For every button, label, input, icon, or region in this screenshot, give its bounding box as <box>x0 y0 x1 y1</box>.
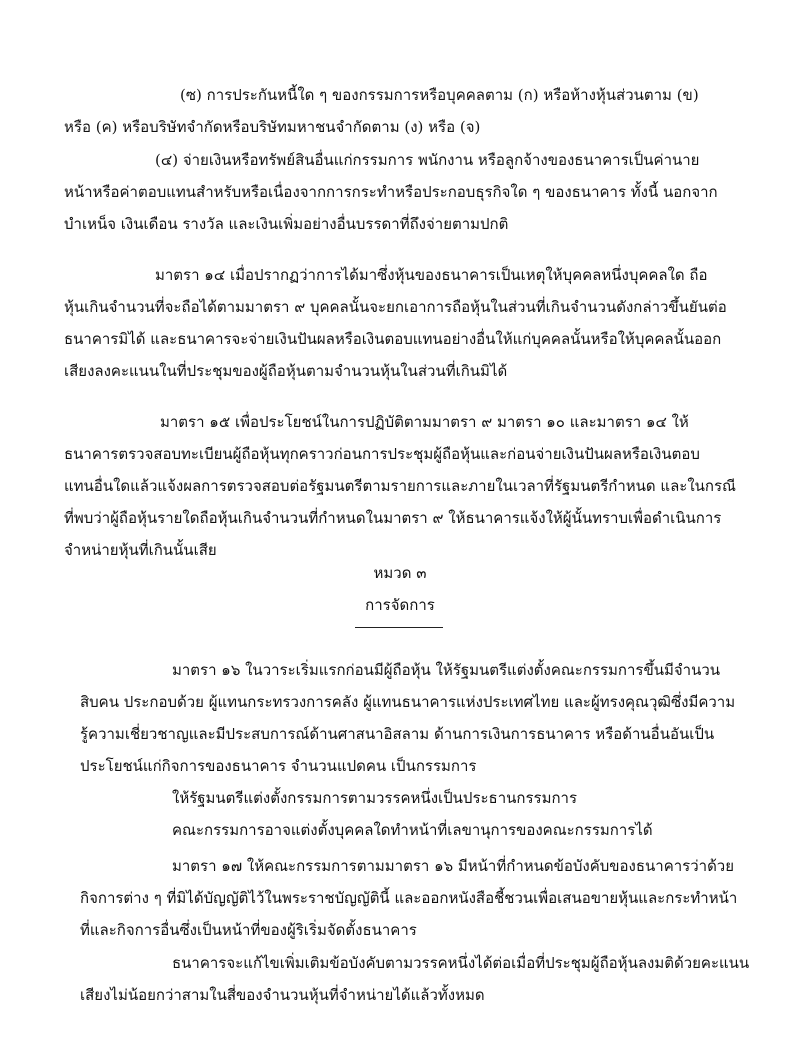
text-line: ประโยชน์แก่กิจการของธนาคาร จำนวนแปดคน เป็นกรรมการ <box>80 757 477 775</box>
text-line: (๔) จ่ายเงินหรือทรัพย์สินอื่นแก่กรรมการ พนักงาน หรือลูกจ้างของธนาคารเป็นค่านาย <box>155 151 700 169</box>
text-line: หรือ (ค) หรือบริษัทจำกัดหรือบริษัทมหาชนจำกัดตาม (ง) หรือ (จ) <box>64 118 481 136</box>
chapter-number: หมวด ๓ <box>373 564 427 582</box>
text-line: (ซ) การประกันหนี้ใด ๆ ของกรรมการหรือบุคคลตาม (ก) หรือห้างหุ้นส่วนตาม (ข) <box>180 86 699 104</box>
section-17-text: มาตรา ๑๗ ให้คณะกรรมการตามมาตรา ๑๖ มีหน้าที่กำหนดข้อบังคับของธนาคารว่าด้วย <box>172 857 735 875</box>
text-line: ที่พบว่าผู้ถือหุ้นรายใดถือหุ้นเกินจำนวนที่กำหนดในมาตรา ๙ ให้ธนาคารแจ้งให้ผู้นั้นทราบเพื่อดำเนินการ <box>64 509 722 527</box>
chapter-underline <box>355 627 443 628</box>
text-line: บำเหน็จ เงินเดือน รางวัล และเงินเพิ่มอย่างอื่นบรรดาที่ถึงจ่ายตามปกติ <box>64 215 509 233</box>
text-line: กิจการต่าง ๆ ที่มิได้บัญญัติไว้ในพระราชบัญญัตินี้ และออกหนังสือชี้ชวนเพื่อเสนอขายหุ้นและกระทำหน้า <box>80 889 738 907</box>
chapter-title: การจัดการ <box>365 596 435 614</box>
text-line: แทนอื่นใดแล้วแจ้งผลการตรวจสอบต่อรัฐมนตรีตามรายการและภายในเวลาที่รัฐมนตรีกำหนด และในกรณี <box>64 477 736 495</box>
text-line: หน้าหรือค่าตอบแทนสำหรับหรือเนื่องจากการกระทำหรือประกอบธุรกิจใด ๆ ของธนาคาร ทั้งนี้ นอกจาก <box>64 183 718 201</box>
section-15-text: มาตรา ๑๕ เพื่อประโยชน์ในการปฏิบัติตามมาตรา ๙ มาตรา ๑๐ และมาตรา ๑๔ ให้ <box>160 413 689 431</box>
text-line: จำหน่ายหุ้นที่เกินนั้นเสีย <box>64 541 217 559</box>
section-14-text: มาตรา ๑๔ เมื่อปรากฏว่าการได้มาซึ่งหุ้นของธนาคารเป็นเหตุให้บุคคลหนึ่งบุคคลใด ถือ <box>155 266 708 284</box>
text-line: รู้ความเชี่ยวชาญและมีประสบการณ์ด้านศาสนาอิสลาม ด้านการเงินการธนาคาร หรือด้านอื่นอันเป็น <box>80 725 715 743</box>
text-line: ให้รัฐมนตรีแต่งตั้งกรรมการตามวรรคหนึ่งเป็นประธานกรรมการ <box>172 789 578 807</box>
text-line: เสียงไม่น้อยกว่าสามในสี่ของจำนวนหุ้นที่จำหน่ายได้แล้วทั้งหมด <box>80 986 485 1004</box>
text-line: สิบคน ประกอบด้วย ผู้แทนกระทรวงการคลัง ผู้แทนธนาคารแห่งประเทศไทย และผู้ทรงคุณวุฒิซึ่งมีความ <box>80 693 736 711</box>
text-line: ธนาคารจะแก้ไขเพิ่มเติมข้อบังคับตามวรรคหนึ่งได้ต่อเมื่อที่ประชุมผู้ถือหุ้นลงมติด้วยคะแนน <box>172 954 750 972</box>
text-line: ธนาคารตรวจสอบทะเบียนผู้ถือหุ้นทุกคราวก่อนการประชุมผู้ถือหุ้นและก่อนจ่ายเงินปันผลหรือเงินตอบ <box>64 445 700 463</box>
section-16-text: มาตรา ๑๖ ในวาระเริ่มแรกก่อนมีผู้ถือหุ้น ให้รัฐมนตรีแต่งตั้งคณะกรรมการขึ้นมีจำนวน <box>172 661 721 679</box>
text-line: ที่และกิจการอื่นซึ่งเป็นหน้าที่ของผู้ริเริ่มจัดตั้งธนาคาร <box>80 921 417 939</box>
text-line: เสียงลงคะแนนในที่ประชุมของผู้ถือหุ้นตามจำนวนหุ้นในส่วนที่เกินมิได้ <box>64 362 508 380</box>
text-line: หุ้นเกินจำนวนที่จะถือได้ตามมาตรา ๙ บุคคลนั้นจะยกเอาการถือหุ้นในส่วนที่เกินจำนวนดังกล่าวขึ้นยันต่อ <box>64 298 727 316</box>
text-line: คณะกรรมการอาจแต่งตั้งบุคคลใดทำหน้าที่เลขานุการของคณะกรรมการได้ <box>172 821 653 839</box>
text-line: ธนาคารมิได้ และธนาคารจะจ่ายเงินปันผลหรือเงินตอบแทนอย่างอื่นให้แก่บุคคลนั้นหรือให้บุคคลนั้นออก <box>64 330 722 348</box>
